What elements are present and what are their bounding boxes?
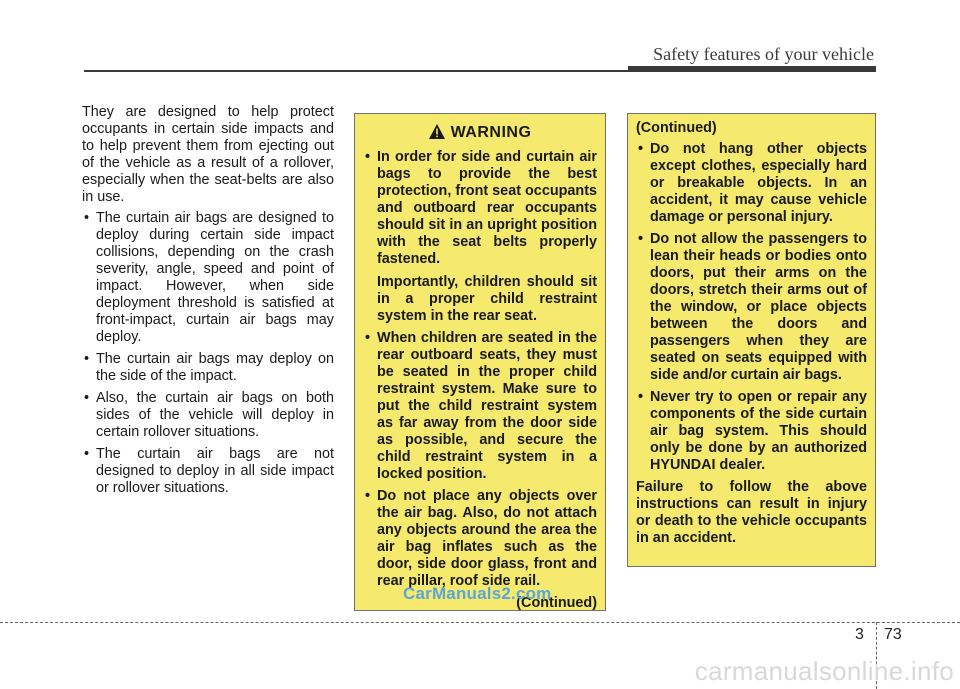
- section-title: Safety features of your vehicle: [653, 44, 874, 64]
- body-text-column: [82, 104, 334, 502]
- chapter-number: 3: [855, 626, 864, 643]
- warning-list: [636, 141, 867, 474]
- warning-triangle-icon: [429, 124, 445, 143]
- body-bullet: • Also, the curtain air bags on both sides of the vehicle will deploy in certain rollover situations.: [82, 390, 334, 441]
- warning-bullet: • Do not allow the passengers to lean their heads or bodies onto doors, put their arms on the doors, stretch their arms out of the window, or place objects between the doors and passengers when they are seated on seats equipped with side and/or curtain air bags.: [636, 231, 867, 384]
- continued-label: (Continued): [516, 595, 597, 611]
- warning-subparagraph: Importantly, children should sit in a proper child restraint system in the rear seat.: [377, 274, 597, 324]
- warning-bullet-text: In order for side and curtain air bags to provide the best protection, front seat occupants and outboard rear occupants should sit in an upright position with the seat belts properly fastened.: [377, 149, 597, 267]
- warning-bullet: • When children are seated in the rear outboard seats, they must be seated in the proper child restraint system. Make sure to put the child restraint system as far away from the door side as possible, and secure the child restraint system in a locked position.: [363, 330, 597, 483]
- source-watermark: carmanualsonline.info: [694, 656, 954, 686]
- warning-bullet: [363, 149, 597, 325]
- body-bullet: • The curtain air bags are designed to deploy during certain side impact collisions, depending on the crash severity, angle, speed and point of impact. However, when side deployment threshold is satisfied at front-impact, curtain air bags may deploy.: [82, 210, 334, 346]
- intro-paragraph: They are designed to help protect occupants in certain side impacts and to help prevent them from ejecting out of the vehicle as a result of a rollover, especially when the seat-belts are also in use.: [82, 104, 334, 205]
- warning-list: [363, 149, 597, 590]
- footer-rule: [0, 622, 960, 623]
- warning-heading: [363, 124, 597, 143]
- warning-bullet: • Do not place any objects over the air bag. Also, do not attach any objects around the area the air bag inflates such as the door, side door glass, front and rear pillar, roof side rail.: [363, 488, 597, 590]
- warning-bullet: • Never try to open or repair any components of the side curtain air bag system. This should only be done by an authorized HYUNDAI dealer.: [636, 389, 867, 474]
- body-bullet: • The curtain air bags are not designed to deploy in all side impact or rollover situations.: [82, 446, 334, 497]
- warning-title: WARNING: [450, 124, 532, 141]
- body-bullet-list: [82, 210, 334, 497]
- warning-closing: Failure to follow the above instructions can result in injury or death to the vehicle occupants in an accident.: [636, 479, 867, 546]
- page-number: 73: [884, 626, 902, 643]
- header-rule: [84, 70, 876, 72]
- warning-bullet: • Do not hang other objects except clothes, especially hard or breakable objects. In an accident, it may cause vehicle damage or personal injury.: [636, 141, 867, 226]
- warning-box: [354, 113, 606, 611]
- watermark-link[interactable]: CarManuals2.com: [403, 584, 552, 603]
- continued-label: (Continued): [636, 120, 717, 136]
- body-bullet: • The curtain air bags may deploy on the side of the impact.: [82, 351, 334, 385]
- warning-box-continued: [627, 113, 876, 567]
